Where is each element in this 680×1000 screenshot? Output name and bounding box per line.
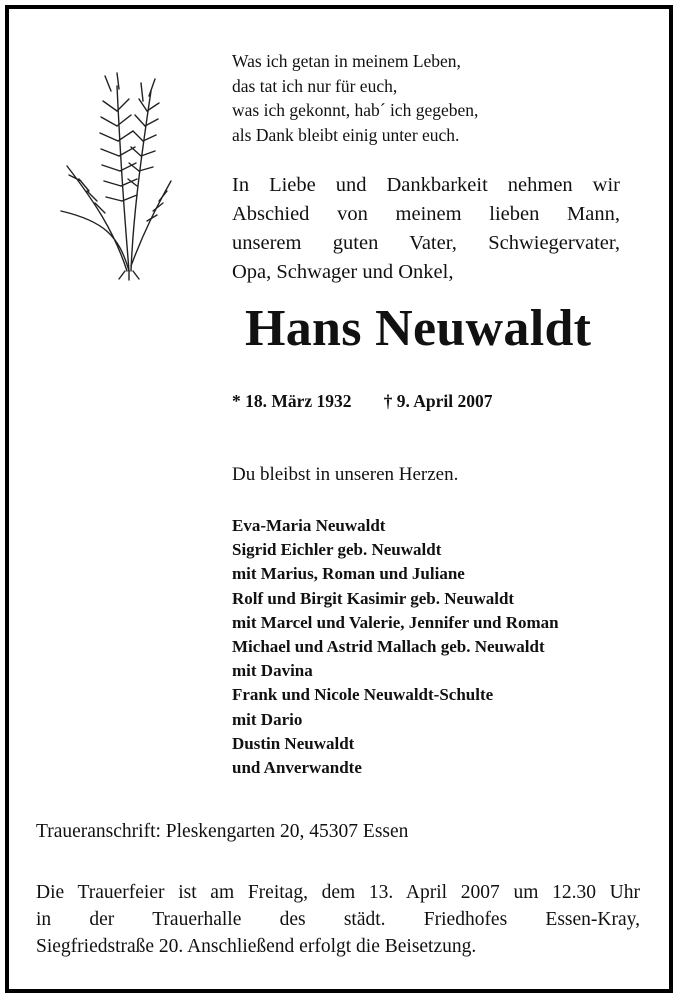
mourner-line: mit Marius, Roman und Juliane — [232, 564, 465, 584]
obituary-frame — [5, 5, 673, 993]
memorial-phrase: Du bleibst in unseren Herzen. — [232, 464, 459, 485]
farewell-text — [232, 171, 620, 287]
ceremony-line: in der Trauerhalle des städt. Friedhofes Essen-Kray, — [36, 909, 640, 930]
mourner-line: und Anverwandte — [232, 758, 362, 778]
poem-line: Was ich getan in meinem Leben, — [232, 51, 461, 71]
ceremony-line: Siegfriedstraße 20. Anschließend erfolgt die Beisetzung. — [36, 936, 477, 957]
death-date: † 9. April 2007 — [383, 391, 493, 411]
mourner-line: Dustin Neuwaldt — [232, 733, 355, 753]
deceased-name: Hans Neuwaldt — [245, 300, 592, 357]
ceremony-info — [36, 879, 640, 960]
mourner-line: Frank und Nicole Neuwaldt-Schulte — [232, 685, 494, 705]
farewell-line: Opa, Schwager und Onkel, — [232, 261, 454, 283]
poem — [232, 49, 478, 147]
poem-line: was ich gekonnt, hab´ ich gegeben, — [232, 100, 479, 120]
mourner-line: mit Dario — [232, 709, 303, 729]
poem-line: das tat ich nur für euch, — [232, 75, 398, 96]
mourner-line: mit Marcel und Valerie, Jennifer und Roman — [232, 612, 559, 632]
mourner-line: Eva-Maria Neuwaldt — [232, 516, 386, 535]
mourners-list — [232, 514, 559, 780]
farewell-line: Abschied von meinem lieben Mann, — [232, 203, 620, 225]
birth-date: * 18. März 1932 — [232, 391, 352, 411]
mourner-line: Rolf und Birgit Kasimir geb. Neuwaldt — [232, 588, 515, 608]
mourner-line: Sigrid Eichler geb. Neuwaldt — [232, 540, 442, 560]
life-dates — [232, 391, 492, 412]
ceremony-line: Die Trauerfeier ist am Freitag, dem 13. April 2007 um 12.30 Uhr — [36, 882, 640, 903]
mourner-line: Michael und Astrid Mallach geb. Neuwaldt — [232, 637, 545, 657]
farewell-line: unserem guten Vater, Schwiegervater, — [232, 232, 620, 254]
wheat-ear-icon — [59, 71, 179, 281]
poem-line: als Dank bleibt einig unter euch. — [232, 124, 460, 145]
mourning-address: Traueranschrift: Pleskengarten 20, 45307 Essen — [36, 821, 409, 842]
farewell-line: In Liebe und Dankbarkeit nehmen wir — [232, 174, 620, 196]
mourner-line: mit Davina — [232, 661, 313, 681]
